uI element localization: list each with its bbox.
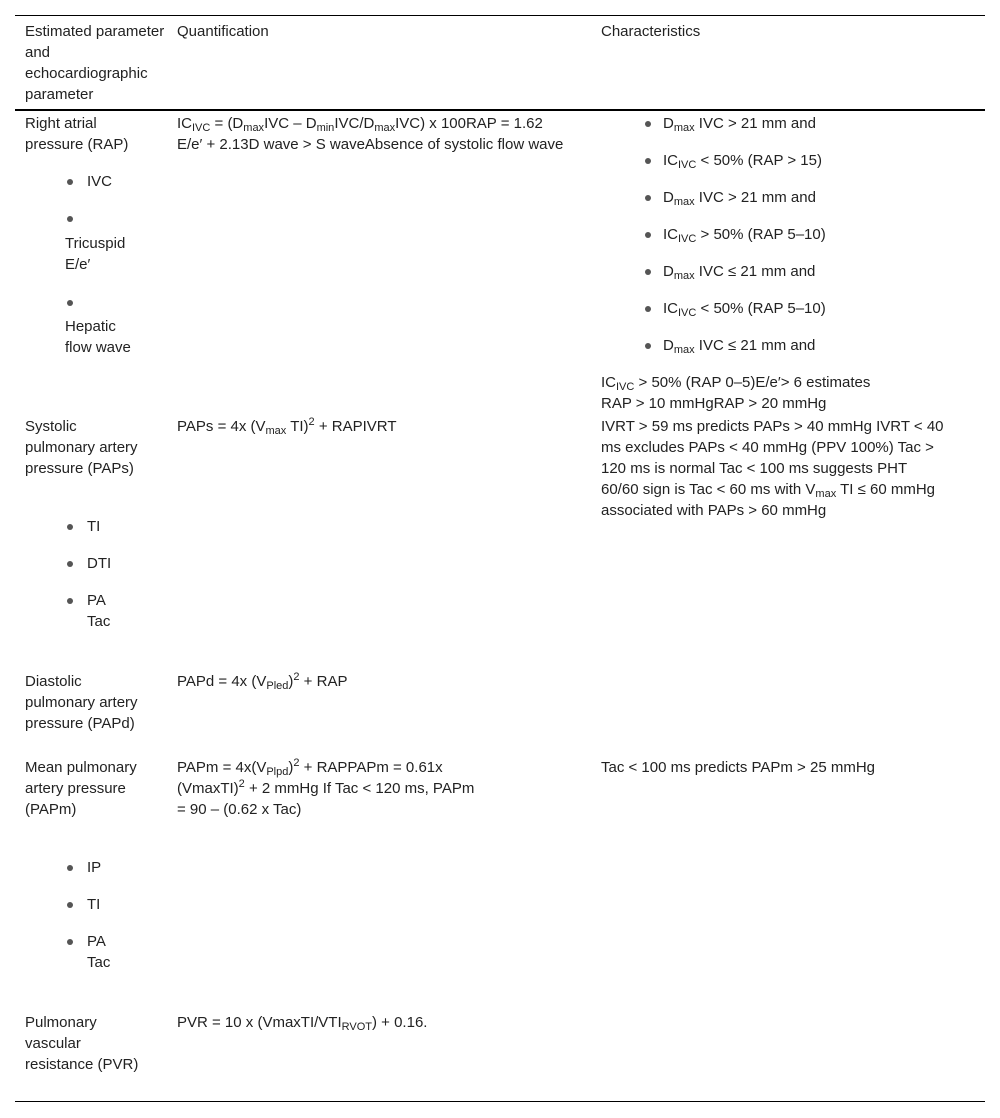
bullet-icon: [67, 524, 73, 530]
header-parameter: Estimated parameter and echocardiographic parameter: [25, 23, 165, 103]
list-item: Hepatic flow wave: [65, 318, 131, 356]
table-row-pvr-parameter: Pulmonary vascular resistance (PVR): [25, 1014, 139, 1073]
bullet-icon: [67, 561, 73, 567]
list-item: TI: [87, 518, 101, 535]
bullet-icon: [67, 216, 73, 222]
list-item: $D_{max}$ IVC ≤ 21 mm and: [663, 337, 816, 356]
table-row-paps-characteristics: IVRT > 59 ms predicts PAPs > 40 mmHg IVRT < 40 ms excludes PAPs < 40 mmHg (PPV 100%) Tac > 120 ms is normal Tac < 100 ms suggests PHT 60/60 sign is Tac < 60 ms with $V_{max}$ TI ≤ 60 mmHg associated with PAPs > 60 mmHg: [601, 418, 944, 519]
bullet-icon: [67, 300, 73, 306]
bullet-icon: [645, 195, 651, 201]
list-item: DTI: [87, 555, 112, 572]
table-row-paps-parameter: Systolic pulmonary artery pressure (PAPs): [25, 418, 138, 477]
bullet-icon: [645, 269, 651, 275]
header-characteristics: Characteristics: [601, 23, 701, 40]
list-item: $IC_{IVC} < 50\%$ (RAP 5–10): [663, 300, 826, 319]
list-item: IVC: [87, 173, 113, 190]
list-item: $D_{max}$ IVC > 21 mm and: [663, 189, 816, 208]
header-rule: [15, 109, 985, 111]
header-quantification: Quantification: [177, 23, 269, 40]
bullet-icon: [67, 939, 73, 945]
list-item: $IC_{IVC} < 50\%$ (RAP > 15): [663, 152, 822, 171]
bullet-icon: [645, 232, 651, 238]
bullet-icon: [67, 179, 73, 185]
bullet-icon: [645, 158, 651, 164]
list-item: $D_{max}$ IVC ≤ 21 mm and: [663, 263, 816, 282]
table-row-rap-quantification: $IC_{IVC} = (D_{max}IVC - D_{min}IVC/D_{max}IVC)$ x 100RAP = 1.62 E/e′ + 2.13D wave > S waveAbsence of systolic flow wave: [177, 115, 564, 153]
table-row-rap-parameter: Right atrial pressure (RAP): [25, 115, 129, 153]
bullet-icon: [67, 902, 73, 908]
bullet-icon: [645, 121, 651, 127]
list-item: IP: [87, 859, 102, 876]
bullet-icon: [67, 598, 73, 604]
list-item: PA Tac: [87, 592, 111, 630]
characteristics-text: $IC_{IVC} > 50\%$ (RAP 0–5)E/e′> 6 estimates RAP > 10 mmHgRAP > 20 mmHg: [601, 374, 871, 412]
list-item: $D_{max}$ IVC > 21 mm and: [663, 115, 816, 134]
bullet-icon: [67, 865, 73, 871]
list-item: Tricuspid E/e′: [65, 235, 126, 273]
table-row-papd-parameter: Diastolic pulmonary artery pressure (PAPd): [25, 673, 138, 732]
table-row-pvr-quantification: PVR = 10 x $(VmaxTI/VTI_{RVOT}) + 0.16$.: [177, 1014, 428, 1033]
table-row-papm-quantification: PAPm = $4x(V_{Plpd})^2$ + RAPPAPm = 0.61x (VmaxTI)$^2$ + 2 mmHg If Tac < 120 ms, PAPm = 90 – (0.62 x Tac): [177, 757, 475, 818]
bottom-rule: [15, 1101, 985, 1102]
table-row-papd-quantification: PAPd = 4x $(V_{Pled})^2$ + RAP: [177, 671, 348, 692]
table-row-paps-quantification: PAPs = 4x ($V_{max}$ TI)$^2$ + RAPIVRT: [177, 416, 397, 437]
bullet-icon: [645, 306, 651, 312]
table-row-papm-characteristics: Tac < 100 ms predicts PAPm > 25 mmHg: [601, 759, 875, 776]
list-item: TI: [87, 896, 101, 913]
list-item: $IC_{IVC} > 50\%$ (RAP 5–10): [663, 226, 826, 245]
bullet-icon: [645, 343, 651, 349]
top-rule: [15, 15, 985, 16]
table-row-papm-parameter: Mean pulmonary artery pressure (PAPm): [25, 759, 137, 818]
list-item: PA Tac: [87, 933, 111, 971]
